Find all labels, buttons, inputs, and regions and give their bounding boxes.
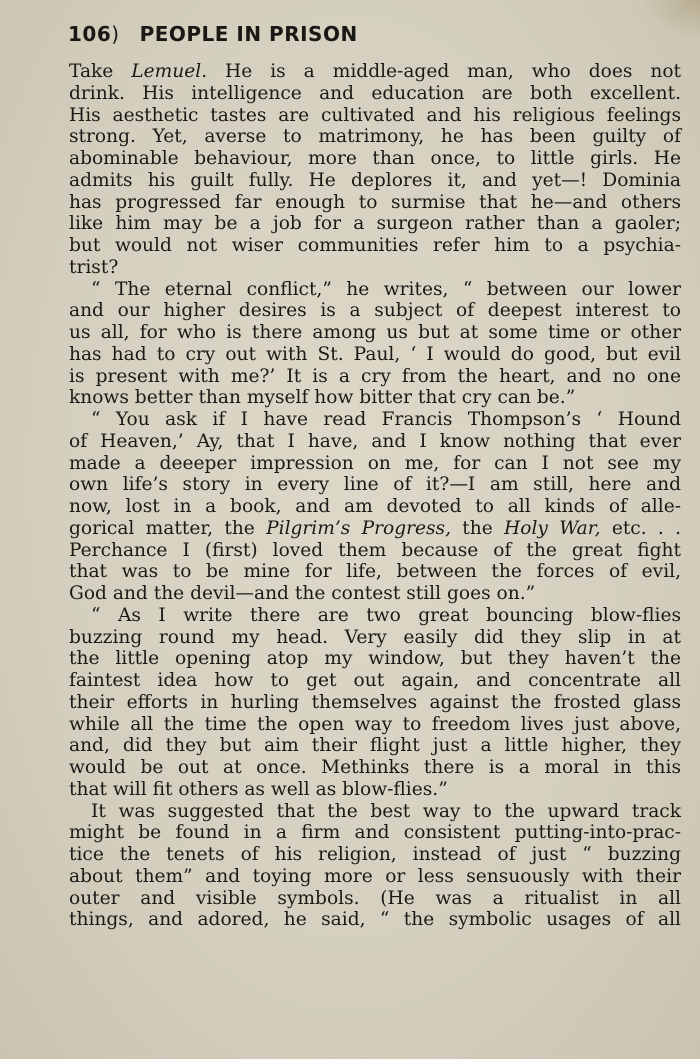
text-line: “ As I write there are two great bouncing blow-flies	[91, 604, 681, 626]
text-line: but would not wiser communities refer him to a psychia-	[69, 235, 681, 256]
text-line: would be out at once. Methinks there is a moral in this	[69, 757, 681, 778]
text-line: drink. His intelligence and education are both excellent.	[69, 82, 681, 104]
text-line: It was suggested that the best way to the upward track	[91, 800, 681, 822]
text-line: of Heaven,’ Ay, that I have, and I know nothing that ever	[69, 430, 681, 452]
text-line: about them” and toying more or less sensuously with their	[69, 865, 681, 887]
text-line: like him may be a job for a surgeon rather than a gaoler;	[69, 213, 681, 235]
running-title: PEOPLE IN PRISON	[139, 22, 358, 46]
text-line: outer and visible symbols. (He was a ritualist in all	[69, 887, 681, 909]
text-line: knows better than myself how bitter that cry can be.”	[69, 387, 576, 409]
running-header	[68, 22, 358, 46]
text-line: faintest idea how to get out again, and concentrate all	[69, 670, 681, 691]
text-line: abominable behaviour, more than once, to little girls. He	[69, 148, 681, 169]
text-line: is present with me?’ It is a cry from the heart, and no one	[69, 365, 681, 387]
text-line: now, lost in a book, and am devoted to all kinds of alle-	[69, 496, 681, 517]
text-line: Perchance I (first) loved them because of the great fight	[69, 539, 681, 561]
page-number: 106)	[68, 22, 120, 46]
text-line: “ You ask if I have read Francis Thompson’s ‘ Hound	[91, 409, 681, 430]
page-corner-shadow	[640, 0, 700, 40]
text-line: trist?	[69, 256, 119, 278]
text-line: Take Lemuel. He is a middle-aged man, who does not	[69, 61, 682, 82]
text-line: while all the time the open way to freedom lives just above,	[69, 713, 681, 735]
text-line: tice the tenets of his religion, instead of just “ buzzing	[69, 844, 681, 865]
text-line: and, did they but aim their flight just a little higher, they	[69, 735, 681, 757]
text-line: strong. Yet, averse to matrimony, he has been guilty of	[69, 126, 681, 148]
text-line: “ The eternal conflict,” he writes, “ between our lower	[91, 278, 681, 300]
text-line: the little opening atop my window, but they haven’t the	[69, 648, 681, 670]
text-line: us all, for who is there among us but at some time or other	[69, 322, 681, 343]
text-line: and our higher desires is a subject of deepest interest to	[69, 300, 681, 322]
text-line: God and the devil—and the contest still goes on.”	[69, 583, 536, 604]
body-text	[69, 61, 681, 931]
text-line: has progressed far enough to surmise that he—and others	[69, 191, 681, 213]
text-line: own life’s story in every line of it?—I am still, here and	[69, 474, 681, 496]
text-line: His aesthetic tastes are cultivated and his religious feelings	[69, 104, 681, 126]
text-line: made a deeeper impression on me, for can I not see my	[69, 452, 681, 474]
text-line: buzzing round my head. Very easily did they slip in at	[69, 626, 681, 648]
text-line: has had to cry out with St. Paul, ‘ I would do good, but evil	[69, 343, 681, 365]
text-line: things, and adored, he said, “ the symbolic usages of all	[69, 909, 681, 931]
text-line: that will fit others as well as blow-flies.”	[69, 778, 448, 800]
text-line: their efforts in hurling themselves against the frosted glass	[69, 691, 681, 713]
text-line: that was to be mine for life, between the forces of evil,	[69, 561, 681, 583]
text-line: admits his guilt fully. He deplores it, and yet—! Dominia	[69, 169, 681, 191]
text-line: gorical matter, the Pilgrim’s Progress, the Holy War, etc. . .	[69, 517, 682, 539]
text-line: might be found in a firm and consistent putting-into-prac-	[69, 822, 681, 844]
